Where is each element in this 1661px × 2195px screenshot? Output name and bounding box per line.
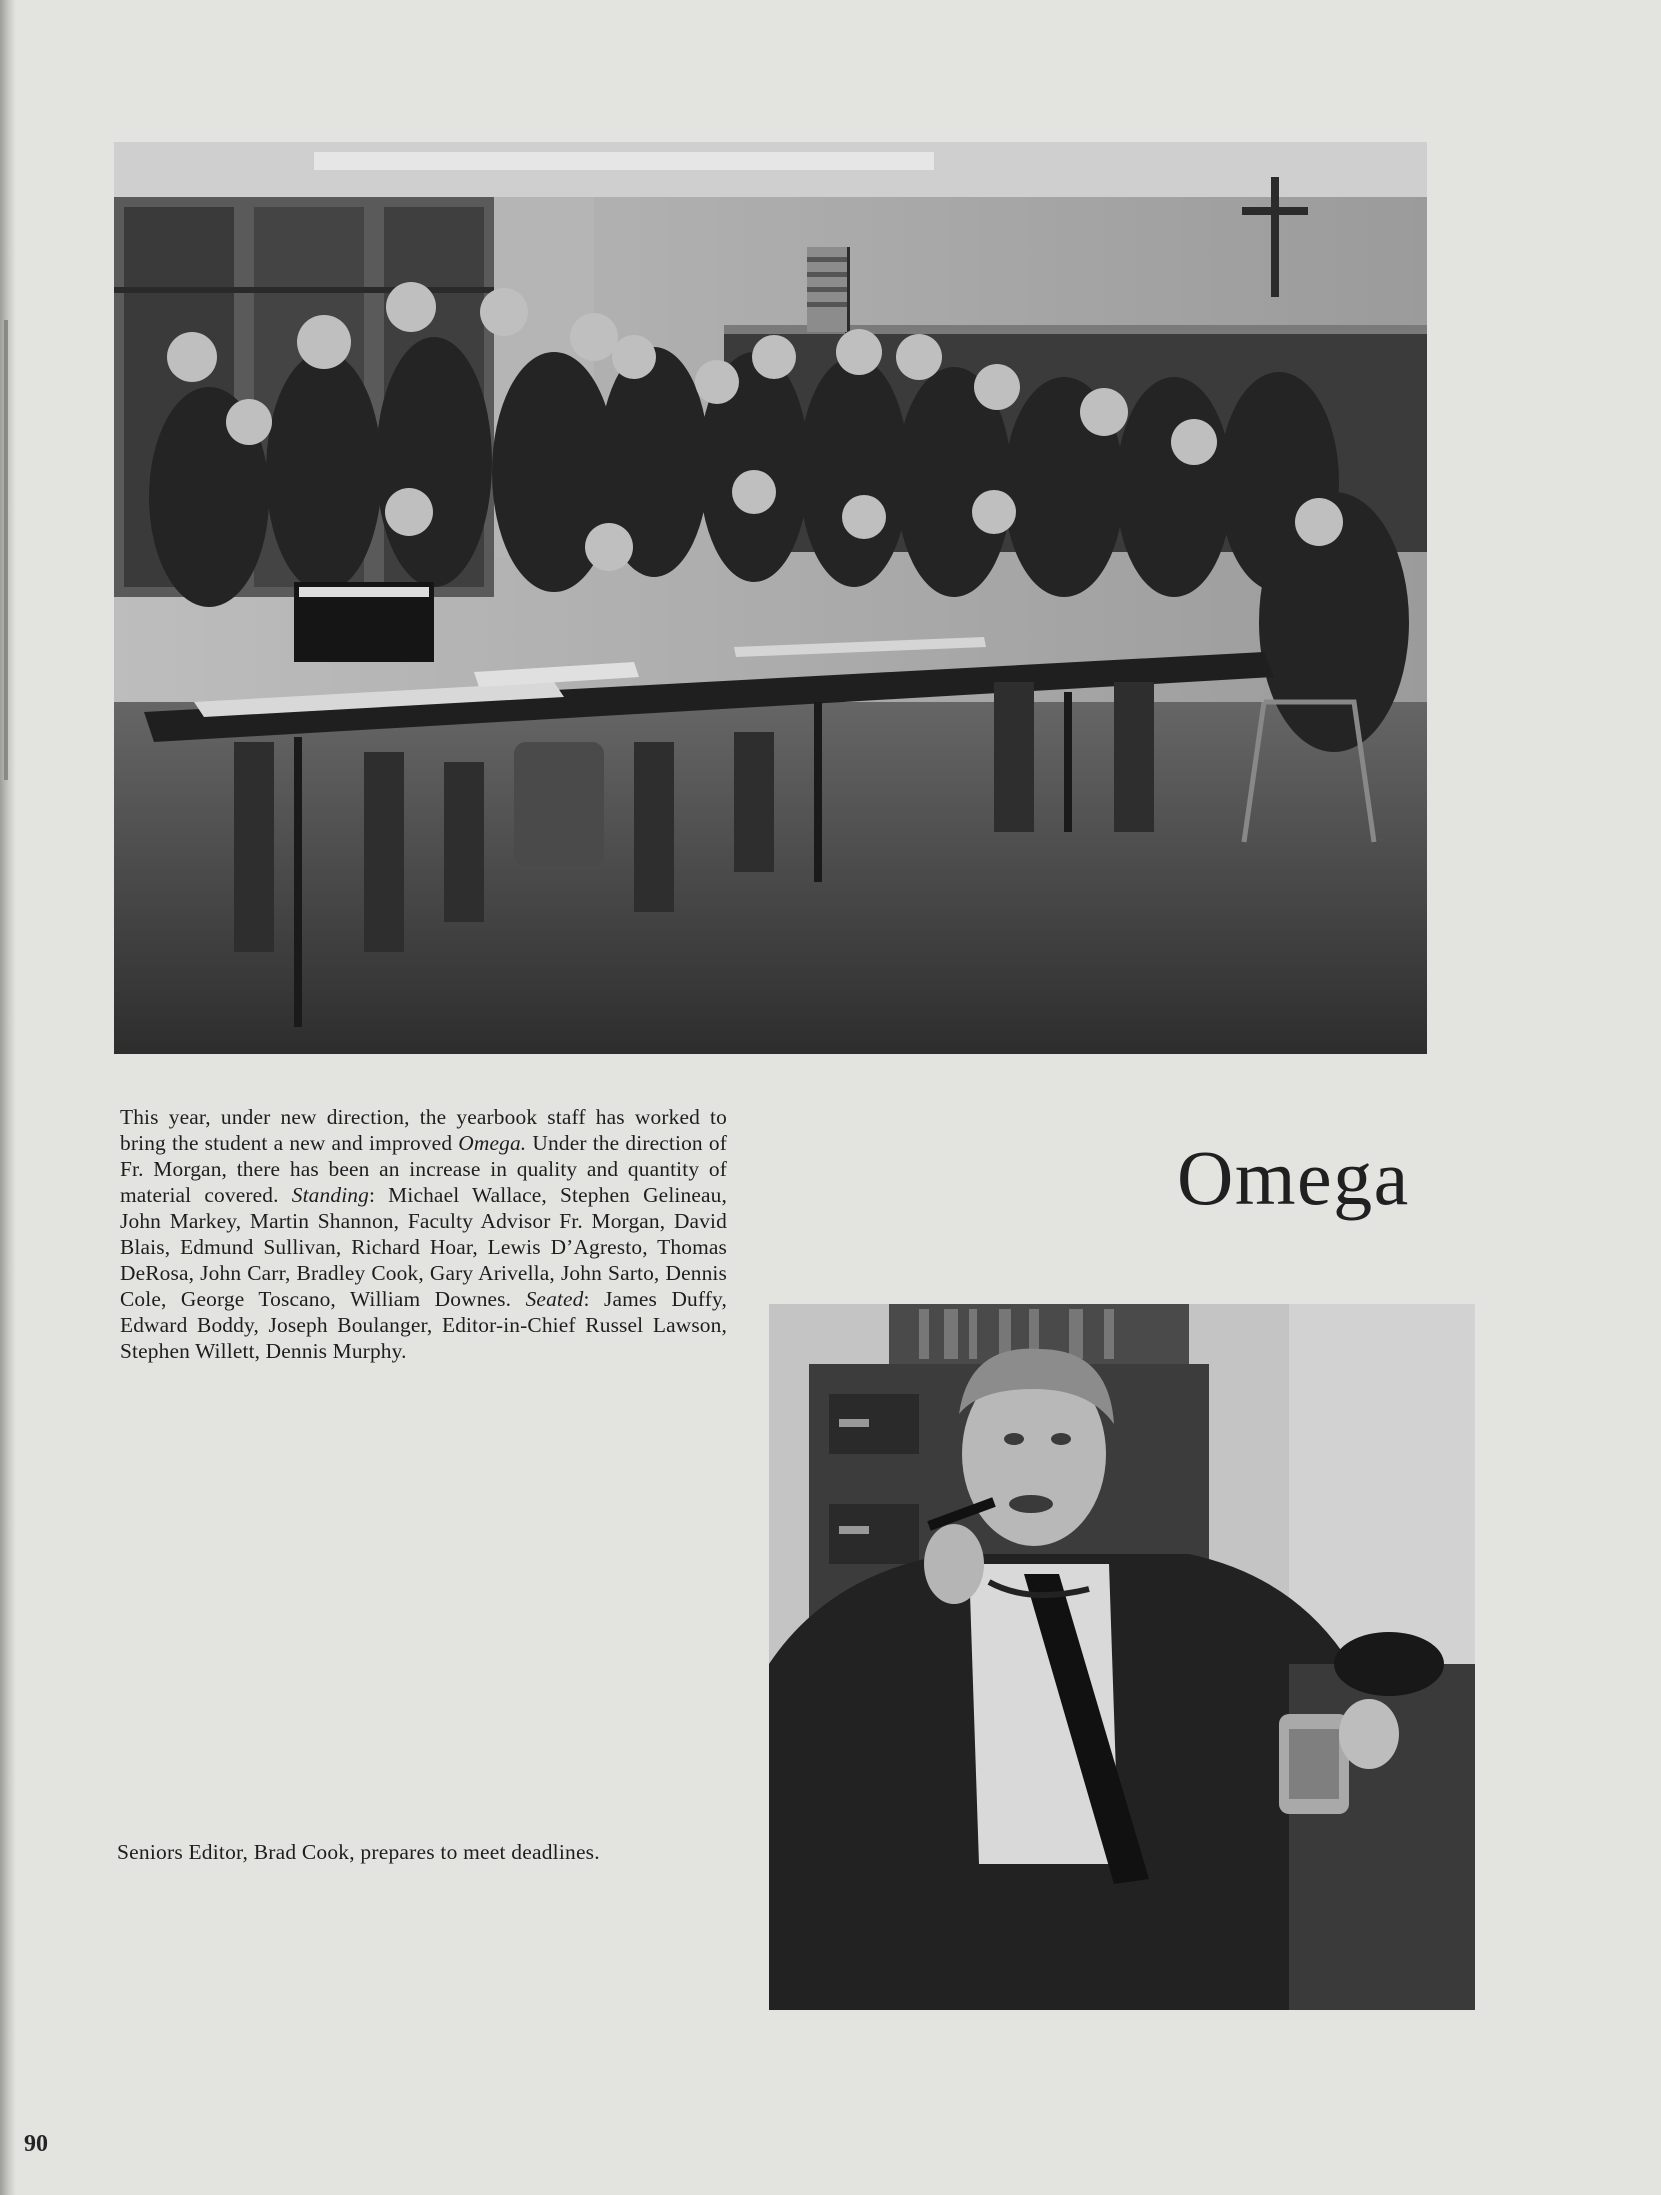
group-photo-image — [114, 142, 1427, 1054]
group-photo — [114, 142, 1427, 1054]
caption-omega-title: Omega. — [458, 1131, 527, 1156]
page-number: 90 — [24, 2131, 48, 2157]
section-title: Omega — [1177, 1134, 1410, 1221]
caption-standing-names: : Michael Wallace, Stephen Gelineau, John Markey, Martin Shannon, Faculty Advisor Fr. Morgan, David Blais, Edmund Sullivan, Richard Hoar, Lewis D’Agresto, Thomas DeRosa, John Carr, Bradley Cook, Gary Arivella, John Sarto, Dennis Cole, George Toscano, William Downes. — [120, 1183, 727, 1312]
caption-seated-label: Seated — [525, 1287, 584, 1312]
caption-standing-label: Standing — [291, 1183, 369, 1208]
editor-photo-caption: Seniors Editor, Brad Cook, prepares to meet deadlines. — [117, 1840, 600, 1864]
binding-edge — [0, 0, 16, 2195]
editor-photo — [769, 1304, 1475, 2010]
caption-seated-names: : James Duffy, Edward Boddy, Joseph Boulanger, Editor-in-Chief Russel Lawson, Stephen Willett, Dennis Murphy. — [120, 1287, 728, 1364]
group-photo-caption — [120, 1104, 727, 1364]
editor-photo-image — [769, 1304, 1475, 2010]
caption-direction: Under the direction of Fr. Morgan, there has been an increase in quality and quantity of material covered. — [120, 1131, 727, 1208]
caption-intro: This year, under new direction, the yearbook staff has worked to bring the student a new and improved — [120, 1105, 727, 1156]
